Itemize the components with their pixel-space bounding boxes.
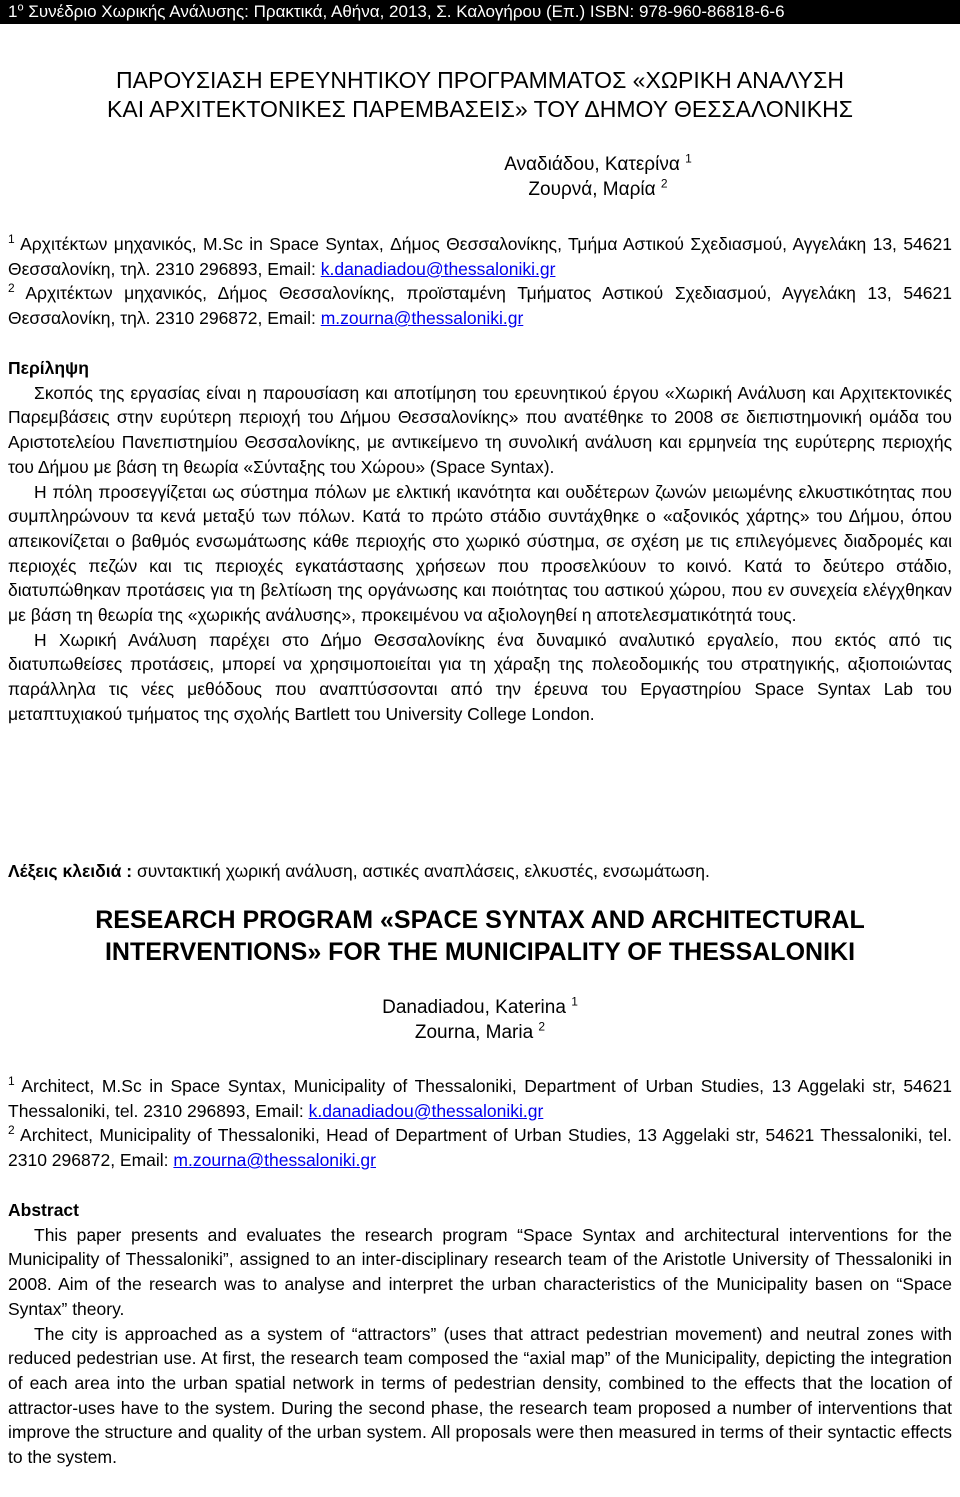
greek-title	[0, 66, 960, 124]
greek-affiliation-2-email[interactable]: m.zourna@thessaloniki.gr	[320, 308, 524, 329]
greek-affiliation-2	[8, 281, 952, 330]
english-abstract-paragraph-2: The city is approached as a system of “attractors” (uses that attract pedestrian movement) and neutral zones with reduced pedestrian use. At first, the research team composed the “axial map” of the Municipality, depicting the integration of each area into the urban spatial network in terms of pedestrian density, combined to the effects that the location of attractor-uses have to the system. During the second phase, the research team proposed a number of interventions that improve the structure and quality of the urban system. All proposals were then measured in terms of their syntactic effects to the system.	[8, 1323, 952, 1468]
greek-affiliation-1-sup: 1	[8, 232, 15, 247]
greek-keywords-list: συντακτική χωρική ανάλυση, αστικές αναπλάσεις, ελκυστές, ενσωμάτωση.	[136, 861, 710, 881]
english-title-line-2: INTERVENTIONS» FOR THE MUNICIPALITY OF THESSALONIKI	[104, 938, 856, 966]
english-abstract	[8, 1198, 952, 1470]
english-author-1	[0, 995, 960, 1020]
greek-abstract-paragraph-3: Η Χωρική Ανάλυση παρέχει στο Δήμο Θεσσαλονίκης ένα δυναμικό αναλυτικό εργαλείο, που εκτός από τις διατυπωθείσες προτάσεις, μπορεί να χρησιμοποιείται για τη χάραξη της πολεοδομικής του στρατηγικής, αξιοποιώντας παράλληλα τις νέες μεθόδους που αναπτύσσονται από την έρευνα του Εργαστηρίου Space Syntax Lab του μεταπτυχιακού τμήματος της σχολής Bartlett του University College London.	[8, 629, 952, 724]
greek-abstract	[8, 356, 952, 727]
greek-affiliation-1-email[interactable]: k.danadiadou@thessaloniki.gr	[320, 258, 556, 279]
greek-author-1-name: Αναδιάδου, Κατερίνα	[504, 154, 686, 175]
greek-author-2-name: Ζουρνά, Μαρία	[528, 179, 661, 200]
header-ordinal: ο	[17, 1, 24, 14]
english-authors	[0, 995, 960, 1045]
running-header	[0, 0, 960, 24]
english-affiliation-1-email[interactable]: k.danadiadou@thessaloniki.gr	[308, 1100, 544, 1121]
greek-title-line-1: ΠΑΡΟΥΣΙΑΣΗ ΕΡΕΥΝΗΤΙΚΟΥ ΠΡΟΓΡΑΜΜΑΤΟΣ «ΧΩΡΙΚΗ ΑΝΑΛΥΣΗ	[116, 67, 844, 93]
header-text: Συνέδριο Χωρικής Ανάλυσης: Πρακτικά, Αθήνα, 2013, Σ. Καλογήρου (Επ.) ISBN: 978-960-86818-6-6	[23, 2, 785, 21]
english-author-1-sup: 1	[571, 994, 578, 1009]
greek-affiliation-2-text: Αρχιτέκτων μηχανικός, Δήμος Θεσσαλονίκης, προϊσταμένη Τμήματος Αστικού Σχεδιασμού, Αγγελάκη 13, 54621 Θεσσαλονίκη, τηλ. 2310 296872, Email:	[8, 283, 952, 329]
english-affiliation-1	[8, 1074, 952, 1123]
english-author-1-name: Danadiadou, Katerina	[382, 997, 572, 1018]
greek-keywords-label: Λέξεις κλειδιά :	[8, 861, 137, 881]
greek-author-1-sup: 1	[685, 151, 692, 166]
english-abstract-heading: Abstract	[8, 1200, 79, 1220]
english-abstract-paragraph-1: This paper presents and evaluates the research program “Space Syntax and architectural interventions for the Municipality of Thessaloniki”, assigned to an inter-disciplinary research team of the Aristotle University of Thessaloniki in 2008. Aim of the research was to analyse and interpret the urban characteristics of the Municipality basen on “Space Syntax” theory.	[8, 1224, 952, 1319]
greek-author-1	[118, 152, 960, 177]
greek-abstract-paragraph-1: Σκοπός της εργασίας είναι η παρουσίαση και αποτίμηση του ερευνητικού έργου «Χωρική Ανάλυση και Αρχιτεκτονικές Παρεμβάσεις στην ευρύτερη περιοχή του Δήμου Θεσσαλονίκης» που ανατέθηκε το 2008 σε διεπιστημονική ομάδα του Αριστοτελείου Πανεπιστημίου Θεσσαλονίκης, με αντικείμενο τη συνολική ανάλυση και ερμηνεία της ευρύτερης περιοχής του Δήμου με βάση τη θεωρία «Σύνταξης του Χώρου» (Space Syntax).	[8, 382, 952, 477]
english-affiliation-2-text: Architect, Municipality of Thessaloniki, Head of Department of Urban Studies, 13 Aggelaki str, 54621 Thessaloniki, tel. 2310 296872, Email:	[8, 1125, 952, 1171]
english-affiliation-2	[8, 1123, 952, 1172]
greek-abstract-heading: Περίληψη	[8, 358, 89, 378]
english-affiliation-2-sup: 2	[8, 1123, 15, 1138]
greek-author-2-sup: 2	[660, 176, 668, 191]
greek-affiliation-1	[8, 232, 952, 281]
greek-affiliations	[8, 232, 952, 331]
greek-author-2	[118, 177, 960, 202]
english-author-2-name: Zourna, Maria	[414, 1022, 539, 1043]
greek-keywords	[8, 859, 952, 883]
english-affiliation-1-text: Architect, M.Sc in Space Syntax, Municipality of Thessaloniki, Department of Urban Studies, 13 Aggelaki str, 54621 Thessaloniki, tel. 2310 296893, Email:	[8, 1076, 952, 1121]
greek-authors	[118, 152, 960, 202]
english-affiliations	[8, 1074, 952, 1173]
english-author-2	[0, 1020, 960, 1045]
english-affiliation-2-email[interactable]: m.zourna@thessaloniki.gr	[173, 1150, 376, 1171]
english-author-2-sup: 2	[538, 1019, 546, 1034]
greek-affiliation-2-sup: 2	[8, 281, 15, 296]
english-title	[0, 904, 960, 968]
english-affiliation-1-sup: 1	[8, 1074, 15, 1089]
greek-title-line-2: ΚΑΙ ΑΡΧΙΤΕΚΤΟΝΙΚΕΣ ΠΑΡΕΜΒΑΣΕΙΣ» ΤΟΥ ΔΗΜΟΥ ΘΕΣΣΑΛΟΝΙΚΗΣ	[107, 96, 853, 122]
greek-affiliation-1-text: Αρχιτέκτων μηχανικός, M.Sc in Space Syntax, Δήμος Θεσσαλονίκης, Τμήμα Αστικού Σχεδιασμού, Αγγελάκη 13, 54621 Θεσσαλονίκη, τηλ. 2310 296893, Email:	[8, 234, 952, 279]
greek-abstract-paragraph-2: Η πόλη προσεγγίζεται ως σύστημα πόλων με ελκτική ικανότητα και ουδέτερων ζωνών μειωμένης ελκυστικότητας που συμπληρώνουν τα κενά μεταξύ των πόλων. Κατά το πρώτο στάδιο συντάχθηκε ο «αξονικός χάρτης» του Δήμου, όπου απεικονίζεται ο βαθμός ενσωμάτωσης κάθε περιοχής στο χωρικό σύστημα, σε σχέση με τις επιλεγόμενες διαδρομές και περιοχές πεζών και τις περιοχές εγκατάστασης χρήσεων που προσελκύουν το κοινό. Κατά το δεύτερο στάδιο, διατυπώθηκαν προτάσεις για τη βελτίωση της οργάνωσης και ποιότητας του αστικού χώρου, που εν συνεχεία ελέγχθηκαν με βάση τη θεωρία της «χωρικής ανάλυσης», προκειμένου να αξιολογηθεί η αποτελεσματικότητά τους.	[8, 481, 952, 626]
english-title-line-1: RESEARCH PROGRAM «SPACE SYNTAX AND ARCHITECTURAL	[95, 906, 865, 934]
header-number: 1	[8, 2, 18, 21]
